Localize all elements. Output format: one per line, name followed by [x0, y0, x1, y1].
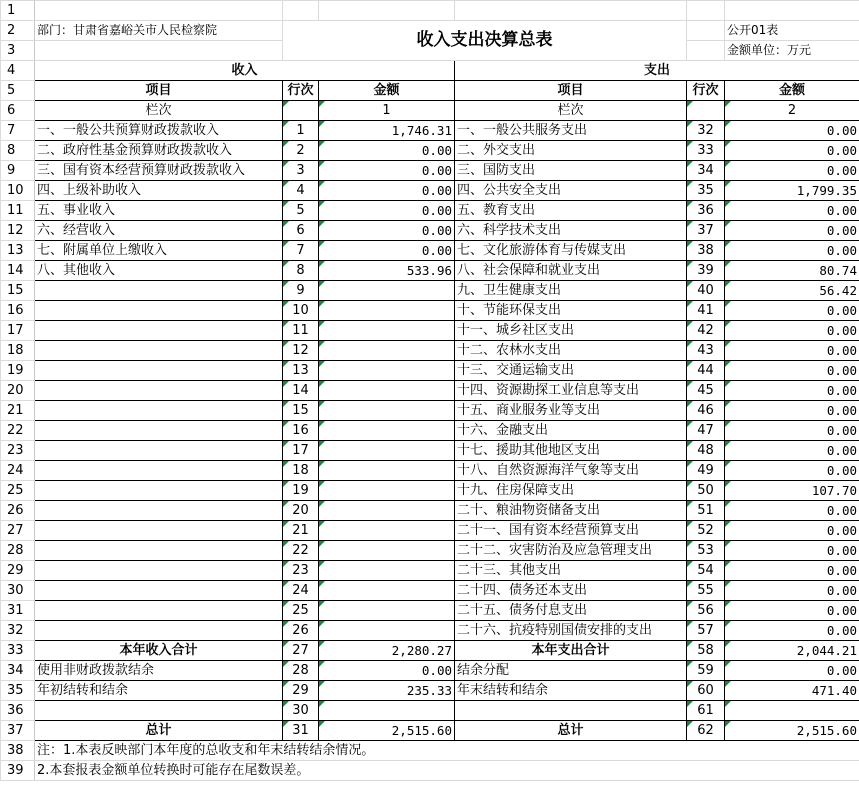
expense-item[interactable]: 二十三、其他支出	[455, 561, 687, 581]
income-amount[interactable]	[319, 281, 455, 301]
row-header[interactable]: 12	[1, 221, 35, 241]
income-row-number[interactable]: 2	[283, 141, 319, 161]
sheet-row-6	[1, 101, 859, 121]
expense-row-number[interactable]: 51	[687, 501, 725, 521]
expense-row-number[interactable]: 40	[687, 281, 725, 301]
income-row-number[interactable]: 7	[283, 241, 319, 261]
expense-item[interactable]: 九、卫生健康支出	[455, 281, 687, 301]
income-item[interactable]	[35, 621, 283, 641]
note-1[interactable]: 注：1.本表反映部门本年度的总收支和年末结转结余情况。	[35, 741, 859, 761]
income-amount[interactable]: 1,746.31	[319, 121, 455, 141]
income-amount[interactable]	[319, 401, 455, 421]
expense-amount[interactable]: 0.00	[725, 241, 859, 261]
income-total-rowno[interactable]: 27	[283, 641, 319, 661]
income-row-number[interactable]: 6	[283, 221, 319, 241]
expense-amount[interactable]: 0.00	[725, 141, 859, 161]
table-row	[1, 641, 859, 661]
expense-amount[interactable]: 0.00	[725, 381, 859, 401]
expense-row-number[interactable]: 37	[687, 221, 725, 241]
expense-total-amount[interactable]: 2,044.21	[725, 641, 859, 661]
income-item[interactable]	[35, 341, 283, 361]
expense-amount[interactable]: 1,799.35	[725, 181, 859, 201]
income-item[interactable]	[35, 461, 283, 481]
table-row	[1, 561, 859, 581]
income-amount[interactable]	[319, 561, 455, 581]
expense-row-number[interactable]: 39	[687, 261, 725, 281]
row-header[interactable]: 32	[1, 621, 35, 641]
expense-item[interactable]: 十三、交通运输支出	[455, 361, 687, 381]
income-amount[interactable]	[319, 381, 455, 401]
expense-amount[interactable]: 0.00	[725, 581, 859, 601]
income-item[interactable]: 三、国有资本经营预算财政拨款收入	[35, 161, 283, 181]
expense-row-number[interactable]: 56	[687, 601, 725, 621]
expense-item[interactable]: 三、国防支出	[455, 161, 687, 181]
table-row	[1, 341, 859, 361]
sheet-row-2	[1, 21, 859, 41]
row-header[interactable]: 6	[1, 101, 35, 121]
income-amount[interactable]: 533.96	[319, 261, 455, 281]
income-item[interactable]: 使用非财政拨款结余	[35, 661, 283, 681]
table-row	[1, 181, 859, 201]
income-amount[interactable]	[319, 301, 455, 321]
report-title[interactable]: 收入支出决算总表	[283, 21, 687, 61]
grand-total-income-rowno[interactable]: 31	[283, 721, 319, 741]
expense-amount[interactable]: 107.70	[725, 481, 859, 501]
row-header[interactable]: 16	[1, 301, 35, 321]
expense-item[interactable]: 十二、农林水支出	[455, 341, 687, 361]
note-row	[1, 741, 859, 761]
income-section-header[interactable]: 收入	[35, 61, 455, 81]
expense-item[interactable]: 八、社会保障和就业支出	[455, 261, 687, 281]
income-item[interactable]	[35, 561, 283, 581]
row-header[interactable]: 25	[1, 481, 35, 501]
row-header[interactable]: 30	[1, 581, 35, 601]
income-row-number[interactable]: 28	[283, 661, 319, 681]
income-amount[interactable]	[319, 701, 455, 721]
expense-section-header[interactable]: 支出	[455, 61, 859, 81]
income-rowno-header[interactable]: 行次	[283, 81, 319, 101]
expense-item[interactable]: 十、节能环保支出	[455, 301, 687, 321]
note-2[interactable]: 2.本套报表金额单位转换时可能存在尾数误差。	[35, 761, 859, 781]
income-item[interactable]	[35, 361, 283, 381]
income-item[interactable]	[35, 521, 283, 541]
row-header[interactable]: 13	[1, 241, 35, 261]
row-header[interactable]: 26	[1, 501, 35, 521]
row-header[interactable]: 31	[1, 601, 35, 621]
expense-row-number[interactable]: 52	[687, 521, 725, 541]
grand-total-income-amount[interactable]: 2,515.60	[319, 721, 455, 741]
expense-item[interactable]: 二十六、抗疫特别国债安排的支出	[455, 621, 687, 641]
income-total-amount[interactable]: 2,280.27	[319, 641, 455, 661]
sheet-row-1	[1, 1, 859, 21]
income-item[interactable]	[35, 601, 283, 621]
income-amount[interactable]	[319, 601, 455, 621]
expense-total-rowno[interactable]: 58	[687, 641, 725, 661]
row-header[interactable]: 37	[1, 721, 35, 741]
expense-item[interactable]: 二十二、灾害防治及应急管理支出	[455, 541, 687, 561]
table-row	[1, 401, 859, 421]
income-row-number[interactable]: 23	[283, 561, 319, 581]
table-row	[1, 581, 859, 601]
expense-amount[interactable]: 471.40	[725, 681, 859, 701]
table-row	[1, 621, 859, 641]
table-row	[1, 121, 859, 141]
expense-amount[interactable]: 0.00	[725, 661, 859, 681]
income-amount[interactable]	[319, 521, 455, 541]
amount-unit[interactable]: 金额单位：万元	[725, 41, 859, 61]
table-row	[1, 421, 859, 441]
expense-item[interactable]	[455, 701, 687, 721]
row-header[interactable]: 29	[1, 561, 35, 581]
table-row	[1, 381, 859, 401]
income-item[interactable]	[35, 381, 283, 401]
income-row-number[interactable]: 17	[283, 441, 319, 461]
grand-total-expense-amount[interactable]: 2,515.60	[725, 721, 859, 741]
income-row-number[interactable]: 30	[283, 701, 319, 721]
expense-item[interactable]: 十五、商业服务业等支出	[455, 401, 687, 421]
row-header[interactable]: 11	[1, 201, 35, 221]
expense-row-number[interactable]: 45	[687, 381, 725, 401]
income-item[interactable]: 八、其他收入	[35, 261, 283, 281]
income-amount[interactable]	[319, 621, 455, 641]
row-header[interactable]: 19	[1, 361, 35, 381]
sheet-row-5	[1, 81, 859, 101]
expense-amount[interactable]: 0.00	[725, 561, 859, 581]
expense-item[interactable]: 十六、金融支出	[455, 421, 687, 441]
expense-row-number[interactable]: 60	[687, 681, 725, 701]
expense-row-number[interactable]: 59	[687, 661, 725, 681]
row-header[interactable]: 20	[1, 381, 35, 401]
income-amount[interactable]	[319, 501, 455, 521]
expense-row-number[interactable]: 33	[687, 141, 725, 161]
grand-total-expense-rowno[interactable]: 62	[687, 721, 725, 741]
income-amount[interactable]: 0.00	[319, 141, 455, 161]
expense-amount[interactable]: 80.74	[725, 261, 859, 281]
row-header[interactable]: 38	[1, 741, 35, 761]
expense-amount[interactable]: 0.00	[725, 461, 859, 481]
row-header[interactable]: 1	[1, 1, 35, 21]
income-item[interactable]: 二、政府性基金预算财政拨款收入	[35, 141, 283, 161]
expense-amount[interactable]: 0.00	[725, 401, 859, 421]
row-header[interactable]: 3	[1, 41, 35, 61]
income-item[interactable]: 四、上级补助收入	[35, 181, 283, 201]
expense-item[interactable]: 结余分配	[455, 661, 687, 681]
income-item[interactable]	[35, 321, 283, 341]
income-row-number[interactable]: 5	[283, 201, 319, 221]
table-row	[1, 261, 859, 281]
expense-amount[interactable]: 0.00	[725, 221, 859, 241]
income-item[interactable]: 六、经营收入	[35, 221, 283, 241]
row-header[interactable]: 21	[1, 401, 35, 421]
expense-amount[interactable]: 0.00	[725, 121, 859, 141]
expense-row-number[interactable]: 42	[687, 321, 725, 341]
expense-amount[interactable]: 0.00	[725, 521, 859, 541]
note-row	[1, 761, 859, 781]
income-row-number[interactable]: 11	[283, 321, 319, 341]
income-amount[interactable]	[319, 421, 455, 441]
expense-item[interactable]: 年末结转和结余	[455, 681, 687, 701]
income-row-number[interactable]: 3	[283, 161, 319, 181]
table-row	[1, 601, 859, 621]
income-amount[interactable]: 235.33	[319, 681, 455, 701]
income-row-number[interactable]: 1	[283, 121, 319, 141]
expense-amount[interactable]	[725, 701, 859, 721]
expense-amount[interactable]: 0.00	[725, 421, 859, 441]
expense-amount[interactable]: 0.00	[725, 301, 859, 321]
expense-item[interactable]: 二、外交支出	[455, 141, 687, 161]
income-row-number[interactable]: 29	[283, 681, 319, 701]
expense-row-number[interactable]: 47	[687, 421, 725, 441]
expense-amount[interactable]: 0.00	[725, 441, 859, 461]
row-header[interactable]: 27	[1, 521, 35, 541]
expense-amount[interactable]: 0.00	[725, 321, 859, 341]
row-header[interactable]: 14	[1, 261, 35, 281]
income-row-number[interactable]: 12	[283, 341, 319, 361]
income-amount[interactable]	[319, 341, 455, 361]
income-amount[interactable]: 0.00	[319, 661, 455, 681]
expense-item[interactable]: 十九、住房保障支出	[455, 481, 687, 501]
income-amount[interactable]: 0.00	[319, 181, 455, 201]
income-col-index-label[interactable]: 栏次	[35, 101, 283, 121]
expense-item[interactable]: 五、教育支出	[455, 201, 687, 221]
income-item[interactable]: 七、附属单位上缴收入	[35, 241, 283, 261]
expense-row-number[interactable]: 53	[687, 541, 725, 561]
table-row	[1, 221, 859, 241]
income-row-number[interactable]: 18	[283, 461, 319, 481]
row-header[interactable]: 35	[1, 681, 35, 701]
expense-row-number[interactable]: 34	[687, 161, 725, 181]
grand-total-expense-label[interactable]: 总计	[455, 721, 687, 741]
income-item[interactable]	[35, 501, 283, 521]
expense-amount[interactable]: 0.00	[725, 601, 859, 621]
department-label[interactable]: 部门：甘肃省嘉峪关市人民检察院	[35, 21, 283, 41]
row-header[interactable]: 33	[1, 641, 35, 661]
row-header[interactable]: 36	[1, 701, 35, 721]
expense-rowno-header[interactable]: 行次	[687, 81, 725, 101]
income-amount[interactable]	[319, 461, 455, 481]
table-row	[1, 361, 859, 381]
expense-row-number[interactable]: 44	[687, 361, 725, 381]
income-row-number[interactable]: 14	[283, 381, 319, 401]
expense-item-header[interactable]: 项目	[455, 81, 687, 101]
income-col-index[interactable]: 1	[319, 101, 455, 121]
row-header[interactable]: 22	[1, 421, 35, 441]
income-row-number[interactable]: 4	[283, 181, 319, 201]
table-row	[1, 141, 859, 161]
row-header[interactable]: 8	[1, 141, 35, 161]
income-row-number[interactable]: 13	[283, 361, 319, 381]
table-row	[1, 701, 859, 721]
income-row-number[interactable]: 8	[283, 261, 319, 281]
row-header[interactable]: 10	[1, 181, 35, 201]
income-amount-header[interactable]: 金额	[319, 81, 455, 101]
expense-item[interactable]: 二十四、债务还本支出	[455, 581, 687, 601]
income-total-label[interactable]: 本年收入合计	[35, 641, 283, 661]
expense-row-number[interactable]: 36	[687, 201, 725, 221]
expense-item[interactable]: 十一、城乡社区支出	[455, 321, 687, 341]
income-item-header[interactable]: 项目	[35, 81, 283, 101]
expense-amount-header[interactable]: 金额	[725, 81, 859, 101]
expense-amount[interactable]: 0.00	[725, 541, 859, 561]
income-amount[interactable]	[319, 581, 455, 601]
expense-total-label[interactable]: 本年支出合计	[455, 641, 687, 661]
expense-row-number[interactable]: 49	[687, 461, 725, 481]
income-amount[interactable]: 0.00	[319, 241, 455, 261]
expense-row-number[interactable]: 41	[687, 301, 725, 321]
expense-row-number[interactable]: 38	[687, 241, 725, 261]
income-item[interactable]: 五、事业收入	[35, 201, 283, 221]
income-item[interactable]: 年初结转和结余	[35, 681, 283, 701]
income-item[interactable]	[35, 421, 283, 441]
table-row	[1, 281, 859, 301]
income-row-number[interactable]: 25	[283, 601, 319, 621]
expense-amount[interactable]: 0.00	[725, 201, 859, 221]
expense-amount[interactable]: 0.00	[725, 501, 859, 521]
expense-item[interactable]: 七、文化旅游体育与传媒支出	[455, 241, 687, 261]
expense-row-number[interactable]: 54	[687, 561, 725, 581]
expense-row-number[interactable]: 35	[687, 181, 725, 201]
income-item[interactable]	[35, 701, 283, 721]
row-header[interactable]: 4	[1, 61, 35, 81]
row-header[interactable]: 9	[1, 161, 35, 181]
grand-total-income-label[interactable]: 总计	[35, 721, 283, 741]
table-row	[1, 241, 859, 261]
expense-row-number[interactable]: 55	[687, 581, 725, 601]
income-amount[interactable]	[319, 441, 455, 461]
expense-item[interactable]: 四、公共安全支出	[455, 181, 687, 201]
income-amount[interactable]	[319, 321, 455, 341]
expense-item[interactable]: 一、一般公共服务支出	[455, 121, 687, 141]
expense-col-index[interactable]: 2	[725, 101, 859, 121]
table-row	[1, 661, 859, 681]
row-header[interactable]: 23	[1, 441, 35, 461]
expense-item[interactable]: 六、科学技术支出	[455, 221, 687, 241]
income-item[interactable]	[35, 301, 283, 321]
income-item[interactable]: 一、一般公共预算财政拨款收入	[35, 121, 283, 141]
income-row-number[interactable]: 20	[283, 501, 319, 521]
sheet-row-4	[1, 61, 859, 81]
expense-amount[interactable]: 0.00	[725, 361, 859, 381]
income-row-number[interactable]: 10	[283, 301, 319, 321]
table-row	[1, 441, 859, 461]
income-row-number[interactable]: 22	[283, 541, 319, 561]
income-row-number[interactable]: 9	[283, 281, 319, 301]
income-amount[interactable]: 0.00	[319, 221, 455, 241]
row-header[interactable]: 24	[1, 461, 35, 481]
expense-row-number[interactable]: 50	[687, 481, 725, 501]
income-item[interactable]	[35, 281, 283, 301]
income-item[interactable]	[35, 481, 283, 501]
table-row	[1, 521, 859, 541]
income-row-number[interactable]: 19	[283, 481, 319, 501]
expense-amount[interactable]: 0.00	[725, 161, 859, 181]
expense-amount[interactable]: 0.00	[725, 621, 859, 641]
expense-item[interactable]: 二十一、国有资本经营预算支出	[455, 521, 687, 541]
income-row-number[interactable]: 21	[283, 521, 319, 541]
income-amount[interactable]	[319, 541, 455, 561]
row-header[interactable]: 5	[1, 81, 35, 101]
expense-row-number[interactable]: 32	[687, 121, 725, 141]
income-item[interactable]	[35, 581, 283, 601]
table-row	[1, 541, 859, 561]
form-number[interactable]: 公开01表	[725, 21, 859, 41]
expense-row-number[interactable]: 61	[687, 701, 725, 721]
row-header[interactable]: 34	[1, 661, 35, 681]
table-row	[1, 681, 859, 701]
table-row	[1, 461, 859, 481]
expense-item[interactable]: 二十、粮油物资储备支出	[455, 501, 687, 521]
row-header[interactable]: 2	[1, 21, 35, 41]
row-header[interactable]: 7	[1, 121, 35, 141]
table-row	[1, 481, 859, 501]
income-amount[interactable]: 0.00	[319, 201, 455, 221]
expense-item[interactable]: 十七、援助其他地区支出	[455, 441, 687, 461]
row-header[interactable]: 15	[1, 281, 35, 301]
expense-row-number[interactable]: 48	[687, 441, 725, 461]
income-row-number[interactable]: 24	[283, 581, 319, 601]
row-header[interactable]: 39	[1, 761, 35, 781]
expense-item[interactable]: 十八、自然资源海洋气象等支出	[455, 461, 687, 481]
expense-amount[interactable]: 56.42	[725, 281, 859, 301]
income-row-number[interactable]: 26	[283, 621, 319, 641]
table-row	[1, 301, 859, 321]
income-amount[interactable]	[319, 361, 455, 381]
income-amount[interactable]	[319, 481, 455, 501]
income-item[interactable]	[35, 541, 283, 561]
table-row	[1, 501, 859, 521]
expense-col-index-label[interactable]: 栏次	[455, 101, 687, 121]
expense-item[interactable]: 二十五、债务付息支出	[455, 601, 687, 621]
table-row	[1, 201, 859, 221]
expense-amount[interactable]: 0.00	[725, 341, 859, 361]
table-row	[1, 321, 859, 341]
row-header[interactable]: 18	[1, 341, 35, 361]
row-header[interactable]: 28	[1, 541, 35, 561]
expense-item[interactable]: 十四、资源勘探工业信息等支出	[455, 381, 687, 401]
table-row	[1, 721, 859, 741]
income-item[interactable]	[35, 401, 283, 421]
income-item[interactable]	[35, 441, 283, 461]
expense-row-number[interactable]: 57	[687, 621, 725, 641]
row-header[interactable]: 17	[1, 321, 35, 341]
expense-row-number[interactable]: 46	[687, 401, 725, 421]
expense-row-number[interactable]: 43	[687, 341, 725, 361]
income-row-number[interactable]: 16	[283, 421, 319, 441]
income-amount[interactable]: 0.00	[319, 161, 455, 181]
income-row-number[interactable]: 15	[283, 401, 319, 421]
table-row	[1, 161, 859, 181]
